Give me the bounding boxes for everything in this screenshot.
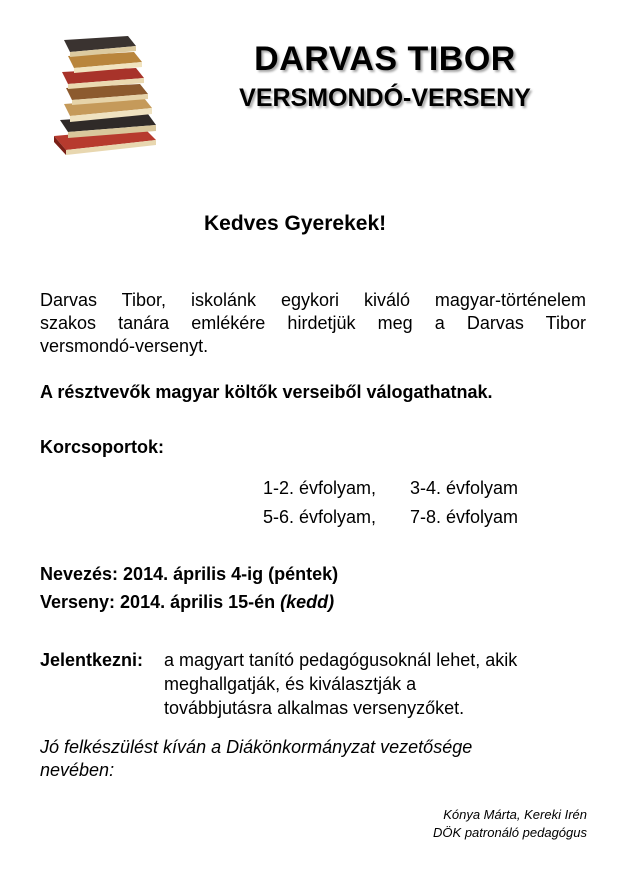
age-group-row [263, 474, 518, 503]
signup-label: Jelentkezni: [40, 650, 144, 670]
age-group: 1-2. évfolyam, [263, 478, 377, 498]
age-groups-label: Korcsoportok: [40, 437, 165, 457]
signup-line: a magyart tanító pedagógusoknál lehet, akik [164, 650, 518, 670]
age-group: 5-6. évfolyam, [263, 507, 377, 527]
book-stack-icon [44, 28, 164, 158]
contest-date-text: Verseny: 2014. április 15-én [40, 592, 281, 612]
poster-subtitle: VERSMONDÓ-VERSENY [239, 84, 531, 112]
signup-line: továbbjutásra alkalmas versenyzőket. [164, 698, 465, 718]
age-group: 3-4. évfolyam [410, 478, 519, 498]
entry-deadline: Nevezés: 2014. április 4-ig (péntek) [40, 564, 339, 584]
contest-date [40, 588, 338, 616]
wish-line: nevében: [40, 760, 115, 780]
wish-line: Jó felkészülést kíván a Diákönkormányzat vezetősége [40, 737, 473, 757]
intro-line: szakos tanára emlékére hirdetjük meg a Darvas Tibor [40, 313, 586, 333]
good-luck-message [40, 736, 600, 782]
greeting-heading: Kedves Gyerekek! [204, 212, 387, 235]
age-group-row [263, 503, 518, 532]
signature-role: DÖK patronáló pedagógus [433, 825, 587, 840]
intro-line: versmondó-versenyt. [40, 336, 209, 356]
poster-title: DARVAS TIBOR [254, 40, 516, 78]
intro-line: Darvas Tibor, iskolánk egykori kiváló magyar-történelem [40, 290, 586, 310]
signup-text [164, 648, 594, 720]
age-group: 7-8. évfolyam [410, 507, 519, 527]
signature-block [433, 806, 587, 842]
age-groups-list [263, 474, 518, 532]
intro-paragraph [40, 289, 586, 358]
signature-names: Kónya Márta, Kereki Irén [443, 807, 587, 822]
signup-line: meghallgatják, és kiválasztják a [164, 674, 417, 694]
dates-block [40, 560, 338, 616]
selection-note: A résztvevők magyar költők verseiből válogathatnak. [40, 382, 493, 402]
contest-day: (kedd) [280, 592, 335, 612]
